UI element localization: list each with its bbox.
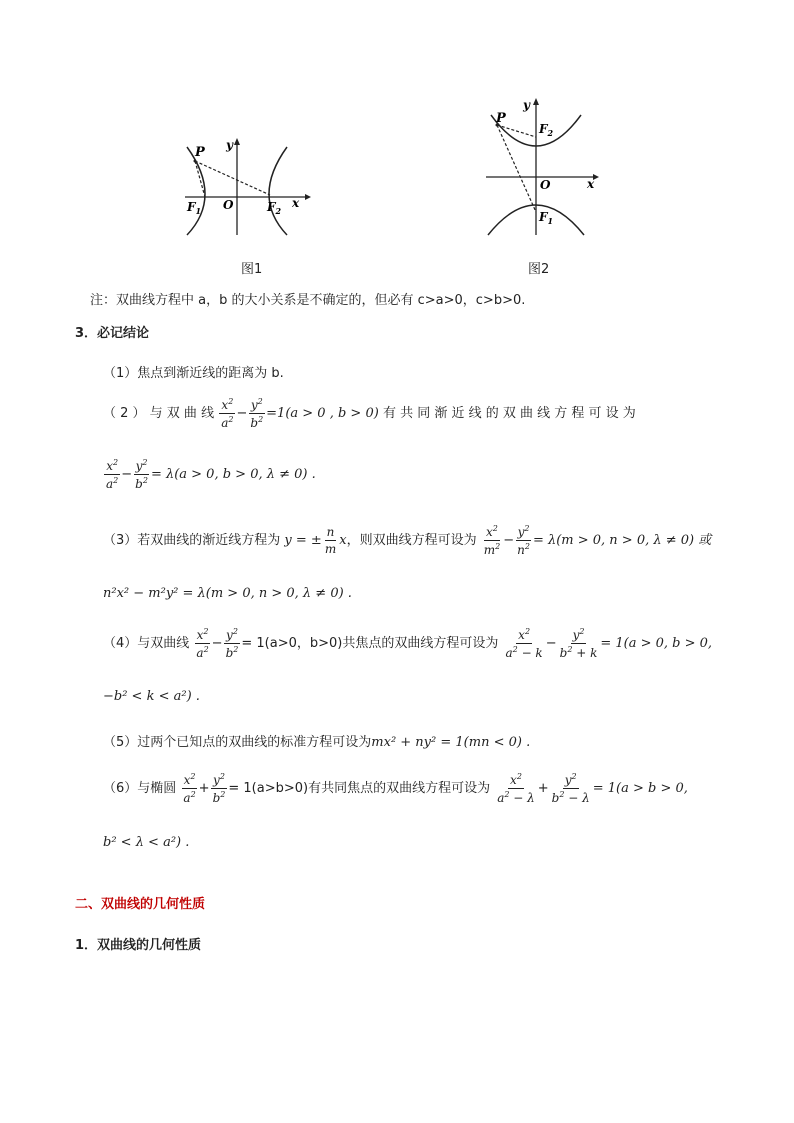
figure-1-caption: 图1: [241, 262, 263, 277]
label-f2: $F_2$: [539, 122, 554, 138]
label-x: x: [292, 196, 300, 210]
item-6-line2: b² < λ < a²) .: [103, 835, 190, 850]
item-6-line1: （6）与椭圆 $\frac{x^2}{a^2}$ + $\frac{y^2}{b^2}$ = 1(a>b>0)有共同焦点的双曲线方程可设为 $\frac{x^2}{a^2 - \lambda}$ + $\frac{y^2}{b^2 - \lambda}$ = 1(a > b > 0,: [103, 772, 688, 805]
item-4-line2: −b² < k < a²) .: [103, 689, 200, 704]
item-2-line1: （ 2 ） 与 双 曲 线 $\frac{x^2}{a^2}$ − $\frac{y^2}{b^2}$ =1(a > 0 , b > 0) 有 共 同 渐 近 线 的 双 曲 线 方 程 可 设 为: [103, 397, 636, 430]
label-x: x: [587, 177, 595, 191]
item-3-line2: n²x² − m²y² = λ(m > 0, n > 0, λ ≠ 0) .: [103, 586, 352, 601]
label-y: y: [523, 98, 530, 112]
section-two-heading: 二、双曲线的几何性质: [75, 897, 206, 912]
label-o: O: [540, 178, 551, 192]
label-p: P: [195, 145, 205, 160]
item-5: （5）过两个已知点的双曲线的标准方程可设为mx² + ny² = 1(mn < 0) .: [103, 735, 531, 750]
item-3-line1: （3）若双曲线的渐近线方程为 y = ± $\frac{n}{m}$ x，则双曲线方程可设为 $\frac{x^2}{m^2}$ − $\frac{y^2}{n^2}$ = λ(m > 0, n > 0, λ ≠ 0) 或: [103, 524, 712, 557]
figure-2: [483, 95, 608, 240]
item-1: （1）焦点到渐近线的距离为 b.: [103, 366, 284, 381]
item-2-line2: $\frac{x^2}{a^2}$ − $\frac{y^2}{b^2}$ = λ(a > 0, b > 0, λ ≠ 0) .: [106, 458, 316, 491]
label-p: P: [496, 111, 506, 126]
label-f2: $F_2$: [267, 200, 282, 216]
section-3-heading: 3．必记结论: [75, 326, 150, 341]
label-y: y: [226, 138, 233, 152]
figure-1: [175, 135, 315, 240]
right-branch: [269, 147, 287, 235]
item-4-line1: （4）与双曲线 $\frac{x^2}{a^2}$ − $\frac{y^2}{b^2}$ = 1(a>0，b>0)共焦点的双曲线方程可设为 $\frac{x^2}{a^2 - k}$ − $\frac{y^2}{b^2 + k}$ = 1(a > 0, b > 0,: [103, 627, 713, 660]
label-f1: $F_1$: [539, 210, 554, 226]
pf2-line: [195, 161, 270, 195]
pf2-line: [497, 125, 536, 137]
section-two-subheading: 1．双曲线的几何性质: [75, 938, 202, 953]
figure-2-caption: 图2: [528, 262, 550, 277]
note: 注：双曲线方程中 a，b 的大小关系是不确定的，但必有 c>a>0，c>b>0.: [90, 293, 526, 308]
pf1-line: [497, 125, 536, 212]
label-f1: $F_1$: [187, 200, 202, 216]
label-o: O: [223, 198, 234, 212]
